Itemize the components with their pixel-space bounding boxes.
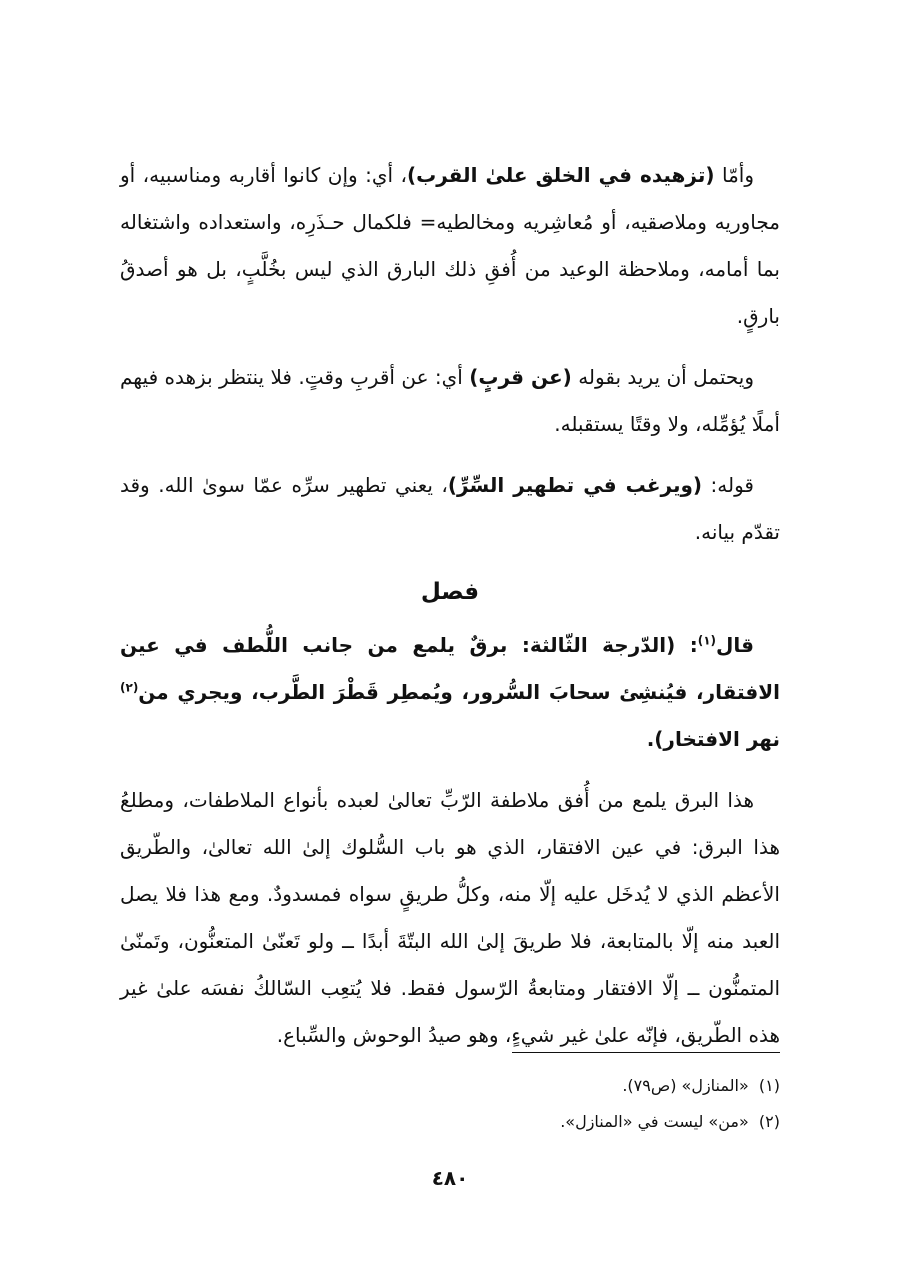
footnote-2: [120, 1104, 780, 1140]
paragraph-3-prefix: قوله:: [702, 473, 754, 497]
paragraph-2-quote: (عن قربٍ): [469, 365, 572, 389]
footnote-1: [120, 1068, 780, 1104]
paragraph-2-text: أي: عن أقربِ وقتٍ. فلا ينتظر بزهده فيهم أملًا يُؤمِّله، ولا وقتًا يستقبله.: [120, 365, 780, 436]
footnotes: [120, 1068, 780, 1140]
footnote-ref-1[interactable]: (١): [697, 633, 717, 648]
paragraph-3-quote: (ويرغب في تطهير السِّرِّ): [447, 473, 703, 497]
quote-paragraph: [120, 622, 780, 763]
paragraph-1-prefix: وأمّا: [714, 163, 754, 187]
paragraph-4: هذا البرق يلمع من أُفق ملاطفة الرّبِّ تعالىٰ لعبده بأنواع الملاطفات، ومطلعُ هذا البرق: في عين الافتقار، الذي هو باب السُّلوك إلىٰ الله تعالىٰ، والطّريق الأعظم الذي لا يُدخَل عليه إلّا منه، وكلُّ طريقٍ سواه فمسدودٌ. ومع هذا فلا يصل العبد منه إلّا بالمتابعة، فلا طريقَ إلىٰ الله البتّةَ أبدًا ــ ولو تَعنّىٰ المتعنُّون، وتَمنّىٰ المتمنُّون ــ إلّا الافتقار ومتابعةُ الرّسول فقط. فلا يُتعِب السّالكُ نفسَه علىٰ غير هذه الطّريق، فإنّه علىٰ غير شيءٍ، وهو صيدُ الوحوش والسِّباع.: [120, 788, 780, 1047]
section-heading: فصل: [420, 579, 480, 605]
page-body: [120, 152, 780, 1073]
footnote-divider: [512, 1052, 780, 1053]
paragraph-2: [120, 354, 780, 448]
quote-lead: قال: [716, 633, 754, 657]
paragraph-2-prefix: ويحتمل أن يريد بقوله: [571, 365, 754, 389]
footnote-ref-2[interactable]: (٢): [120, 680, 139, 695]
quote-part-2: نهر الافتخار).: [646, 727, 780, 751]
footnote-2-num: (٢): [758, 1112, 780, 1131]
paragraph-1: [120, 152, 780, 340]
footnote-1-num: (١): [758, 1076, 780, 1095]
page-number: ٤٨٠: [431, 1166, 469, 1190]
paragraph-3: [120, 462, 780, 556]
footnote-2-text: «من» ليست في «المنازل».: [560, 1112, 749, 1131]
footnote-1-text: «المنازل» (ص٧٩).: [622, 1076, 749, 1095]
paragraph-1-quote: (تزهيده في الخلق علىٰ القرب): [406, 163, 715, 187]
paragraph-1-text: ، أي: وإن كانوا أقاربه ومناسبيه، أو مجاوريه وملاصقيه، أو مُعاشِريه ومخالطيه= فلكمال حـذَرِه، واستعداده واشتغاله بما أمامه، وملاحظة الوعيد من أُفقِ ذلك البارق الذي ليس بخُلَّبٍ، بل هو أصدقُ بارقٍ.: [120, 163, 780, 328]
quote-part-1: : (الدّرجة الثّالثة: برقٌ يلمع من جانب اللُّطف في عين الافتقار، فيُنشِئ سحابَ السُّرور، ويُمطِر قَطْرَ الطَّرب، ويجري من: [120, 633, 780, 704]
paragraph-3-text: ، يعني تطهير سرِّه عمّا سوىٰ الله. وقد تقدّم بيانه.: [120, 473, 780, 544]
